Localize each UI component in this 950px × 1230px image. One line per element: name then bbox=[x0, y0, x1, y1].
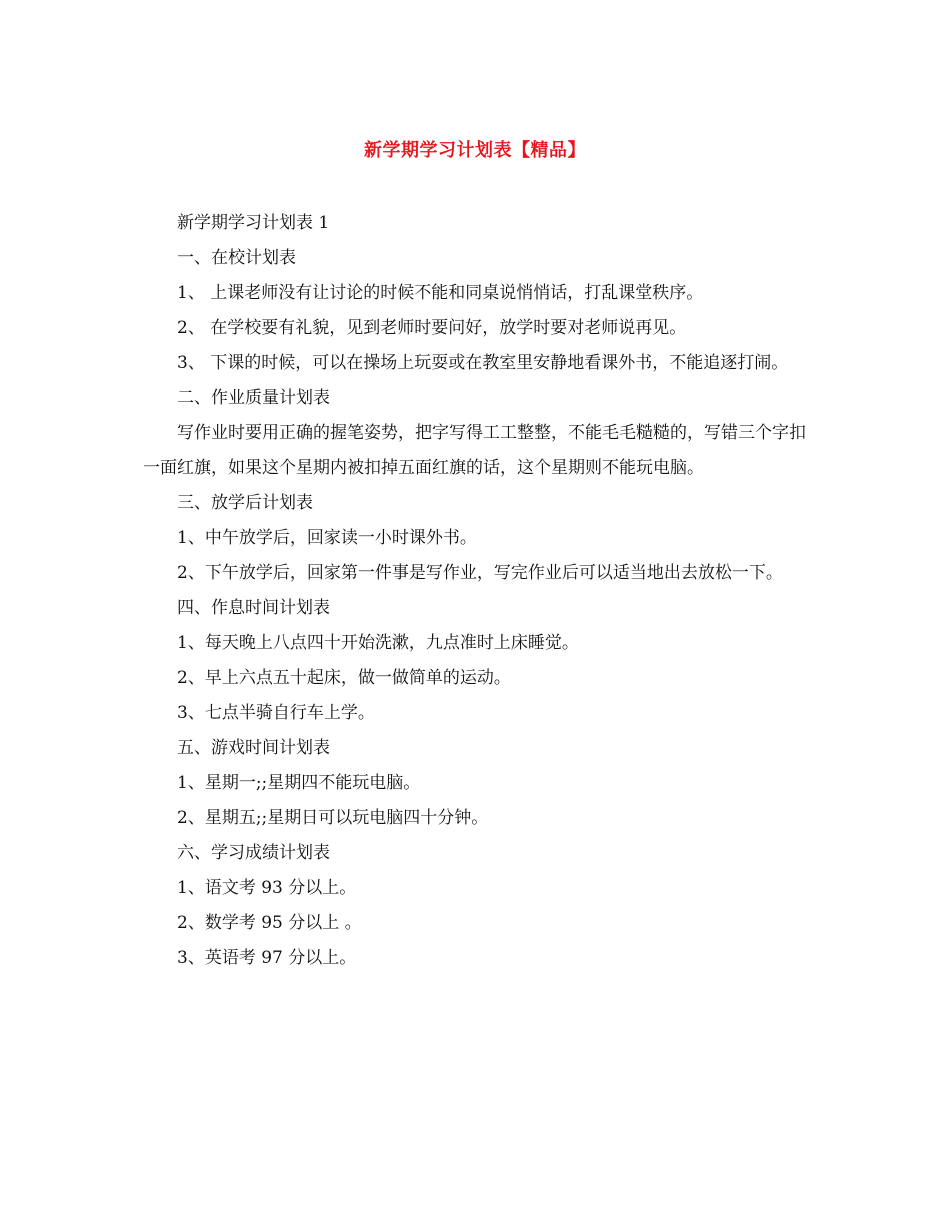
after-school-rule-1: 1、中午放学后，回家读一小时课外书。 bbox=[177, 528, 477, 548]
section-heading-after-school: 三、放学后计划表 bbox=[177, 493, 313, 513]
schedule-rule-1: 1、每天晚上八点四十开始洗漱，九点准时上床睡觉。 bbox=[177, 633, 579, 653]
school-rule-1: 1、 上课老师没有让讨论的时候不能和同桌说悄悄话，打乱课堂秩序。 bbox=[177, 283, 704, 303]
document-title: 新学期学习计划表【精品】 bbox=[364, 140, 586, 161]
section-heading-schedule: 四、作息时间计划表 bbox=[177, 598, 330, 618]
game-time-rule-1: 1、星期一;;星期四不能玩电脑。 bbox=[177, 773, 421, 793]
game-time-rule-2: 2、星期五;;星期日可以玩电脑四十分钟。 bbox=[177, 808, 489, 828]
grade-goal-1: 1、语文考 93 分以上。 bbox=[177, 878, 357, 898]
section-heading-grades: 六、学习成绩计划表 bbox=[177, 843, 330, 863]
grade-goal-3: 3、英语考 97 分以上。 bbox=[177, 948, 357, 968]
section-heading-school: 一、在校计划表 bbox=[177, 248, 296, 268]
after-school-rule-2: 2、下午放学后，回家第一件事是写作业，写完作业后可以适当地出去放松一下。 bbox=[177, 563, 783, 583]
section-heading-game-time: 五、游戏时间计划表 bbox=[177, 738, 330, 758]
section-heading-plan: 新学期学习计划表 1 bbox=[177, 213, 330, 233]
grade-goal-2: 2、数学考 95 分以上 。 bbox=[177, 913, 362, 933]
document-body bbox=[143, 206, 811, 976]
homework-rule: 写作业时要用正确的握笔姿势，把字写得工工整整，不能毛毛糙糙的，写错三个字扣一面红旗，如果这个星期内被扣掉五面红旗的话，这个星期则不能玩电脑。 bbox=[143, 423, 806, 478]
schedule-rule-2: 2、早上六点五十起床，做一做简单的运动。 bbox=[177, 668, 511, 688]
school-rule-3: 3、 下课的时候，可以在操场上玩耍或在教室里安静地看课外书，不能追逐打闹。 bbox=[177, 353, 789, 373]
schedule-rule-3: 3、七点半骑自行车上学。 bbox=[177, 703, 375, 723]
school-rule-2: 2、 在学校要有礼貌，见到老师时要问好，放学时要对老师说再见。 bbox=[177, 318, 687, 338]
section-heading-homework: 二、作业质量计划表 bbox=[177, 388, 330, 408]
